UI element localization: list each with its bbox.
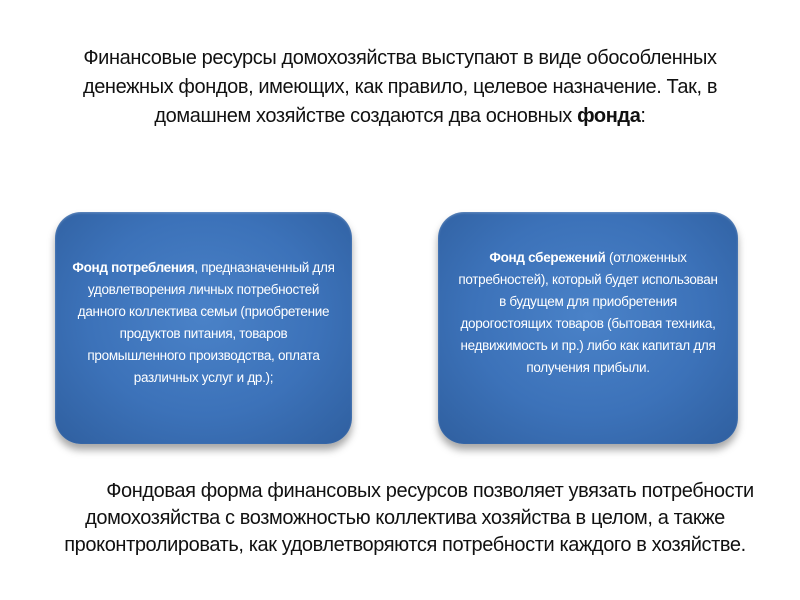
consumption-fund-text	[69, 257, 338, 389]
outro-text: Фондовая форма финансовых ресурсов позволяет увязать потребности домохозяйства с возможностью коллектива хозяйства в целом, а также проконтролировать, как удовлетворяются потребности каждого в хозяйстве.	[64, 480, 754, 556]
consumption-fund-title: Фонд потребления	[72, 260, 195, 275]
savings-fund-title: Фонд сбережений	[489, 250, 606, 265]
outro-paragraph	[55, 478, 755, 559]
intro-text: Финансовые ресурсы домохозяйства выступают в виде обособленных денежных фондов, имеющих, как правило, целевое назначение. Так, в домашнем хозяйстве создаются два основных	[82, 47, 718, 127]
intro-paragraph	[40, 44, 760, 131]
consumption-fund-card	[55, 212, 352, 444]
intro-bold-word: фонда	[577, 105, 641, 127]
intro-colon: :	[640, 105, 646, 127]
savings-fund-card	[438, 212, 738, 444]
consumption-fund-description: , предназначенный для удовлетворения личных потребностей данного коллектива семьи (приобретение продуктов питания, товаров промышленного производства, оплата различных услуг и др.);	[77, 260, 335, 385]
savings-fund-text	[454, 247, 722, 379]
savings-fund-description: (отложенных потребностей), который будет использован в будущем для приобретения дорогостоящих товаров (бытовая техника, недвижимость и пр.) либо как капитал для получения прибыли.	[458, 250, 718, 375]
